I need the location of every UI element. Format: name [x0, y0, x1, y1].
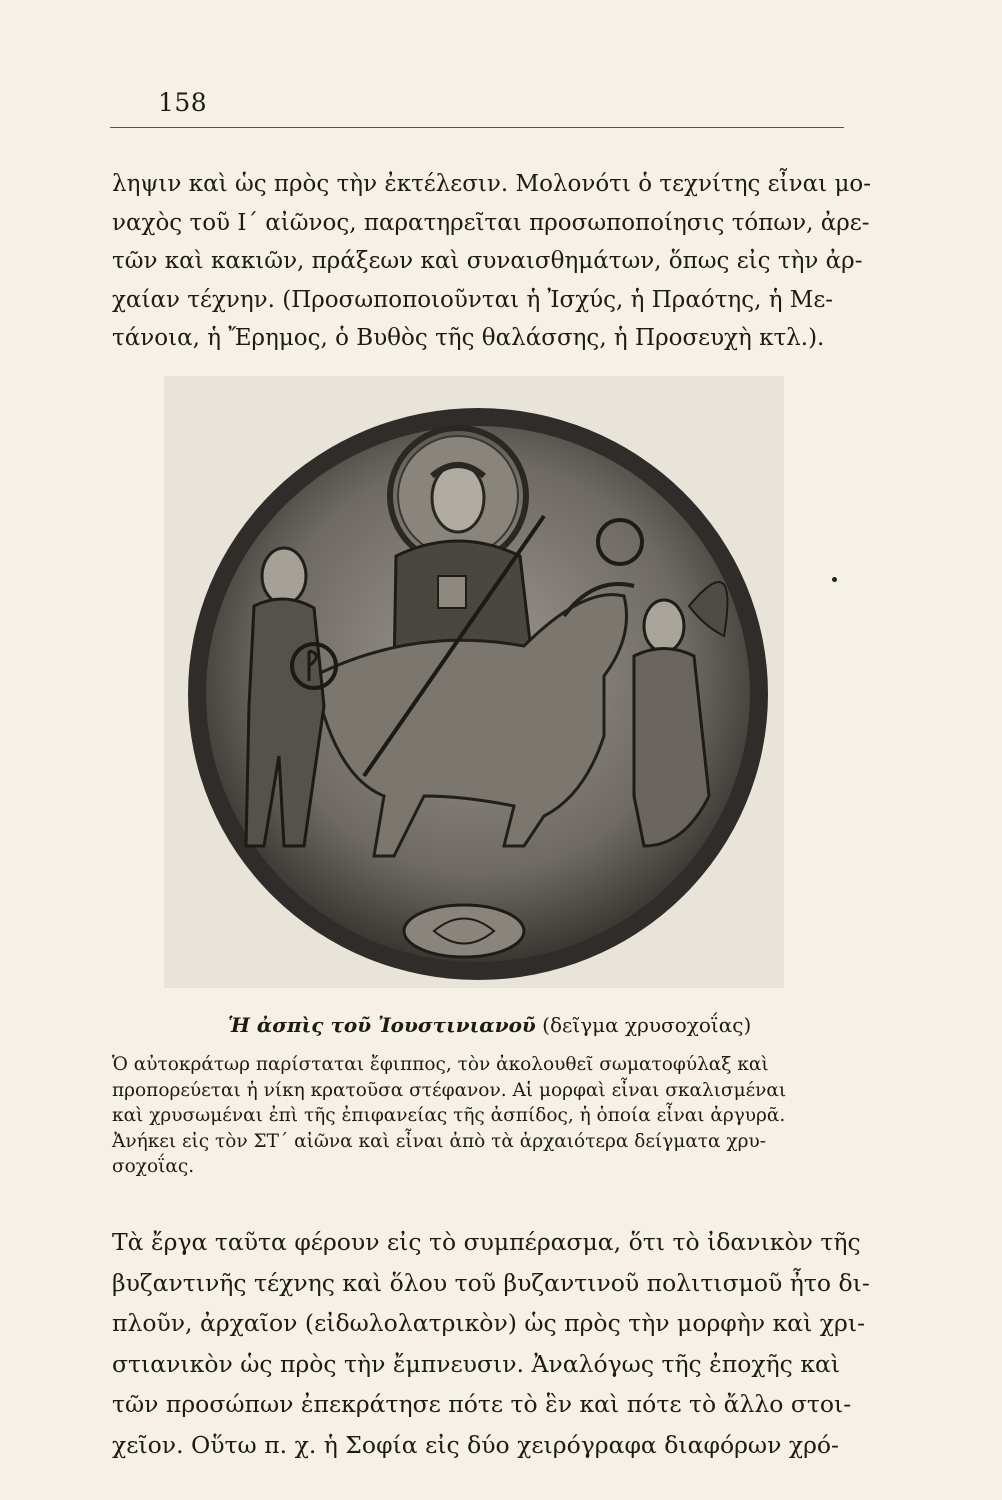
paragraph-bottom: [112, 1222, 870, 1465]
text-line: βυζαντινῆς τέχνης καὶ ὅλου τοῦ βυζαντινοῦ πολιτισμοῦ ἦτο δι-: [112, 1268, 870, 1297]
text-line: ληψιν καὶ ὡς πρὸς τὴν ἐκτέλεσιν. Μολονότι ὁ τεχνίτης εἶναι μο-: [112, 171, 872, 197]
text-line: Τὰ ἔργα ταῦτα φέρουν εἰς τὸ συμπέρασμα, ὅτι τὸ ἰδανικὸν τῆς: [112, 1228, 861, 1256]
caption-line: καὶ χρυσωμέναι ἐπὶ τῆς ἐπιφανείας τῆς ἀσπίδος, ἡ ὁποία εἶναι ἀργυρᾶ.: [112, 1105, 786, 1126]
text-line: τῶν προσώπων ἐπεκράτησε πότε τὸ ἓν καὶ πότε τὸ ἄλλο στοι-: [112, 1390, 852, 1418]
paragraph-top: [112, 165, 872, 358]
shield-plate-image: [164, 376, 784, 988]
victory-head: [644, 600, 684, 652]
bodyguard-head: [262, 548, 306, 604]
text-line: τάνοια, ἡ Ἔρημος, ὁ Βυθὸς τῆς θαλάσσης, ἡ Προσευχὴ κτλ.).: [112, 325, 825, 351]
text-line: πλοῦν, ἀρχαῖον (εἰδωλολατρικὸν) ὡς πρὸς τὴν μορφὴν καὶ χρι-: [112, 1309, 866, 1337]
caption-title-italic: Ἡ ἀσπὶς τοῦ Ἰουστινιανοῦ: [228, 1013, 536, 1037]
page-number: 158: [158, 88, 208, 117]
text-line: στιανικὸν ὡς πρὸς τὴν ἔμπνευσιν. Ἀναλόγως τῆς ἐποχῆς καὶ: [112, 1349, 841, 1378]
figure-caption-title: [228, 1013, 788, 1037]
text-line: χεῖον. Οὕτω π. χ. ἡ Σοφία εἰς δύο χειρόγραφα διαφόρων χρό-: [112, 1430, 839, 1459]
victory-body: [634, 649, 709, 847]
caption-subtitle: (δεῖγμα χρυσοχοΐας): [542, 1013, 752, 1037]
header-rule: [110, 127, 844, 128]
caption-line: σοχοΐας.: [112, 1156, 195, 1177]
caption-line: Ἀνήκει εἰς τὸν ΣΤ΄ αἰῶνα καὶ εἶναι ἀπὸ τὰ ἀρχαιότερα δείγματα χρυ-: [112, 1130, 767, 1152]
text-line: τῶν καὶ κακιῶν, πράξεων καὶ συναισθημάτων, ὅπως εἰς τὴν ἀρ-: [112, 248, 863, 274]
text-line: ναχὸς τοῦ Ι΄ αἰῶνος, παρατηρεῖται προσωποποίησις τόπων, ἀρε-: [112, 209, 870, 236]
shield-illustration: [164, 376, 784, 988]
emperor-head: [432, 464, 484, 532]
caption-line: προπορεύεται ἡ νίκη κρατοῦσα στέφανον. Αἱ μορφαὶ εἶναι σκαλισμέναι: [112, 1079, 787, 1101]
caption-line: Ὁ αὐτοκράτωρ παρίσταται ἔφιππος, τὸν ἀκολουθεῖ σωματοφύλαξ καὶ: [112, 1054, 769, 1075]
margin-mark: [832, 577, 837, 582]
text-line: χαίαν τέχνην. (Προσωποποιοῦνται ἡ Ἰσχύς, ἡ Πραότης, ἡ Με-: [112, 286, 834, 313]
ground-shield: [404, 905, 524, 957]
figure-caption-body: [112, 1052, 842, 1180]
